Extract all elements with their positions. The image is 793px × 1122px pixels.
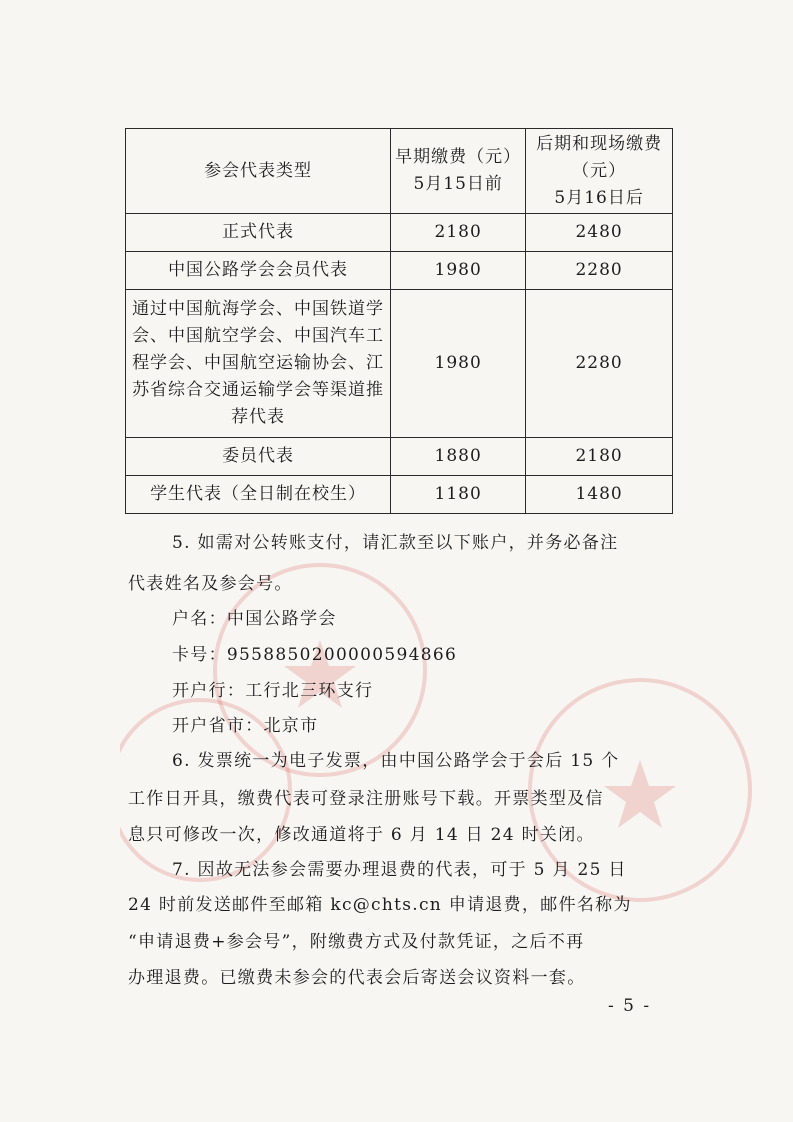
cell-delegate-type: 学生代表（全日制在校生） [126, 476, 391, 514]
bank-branch: 开户行：工行北三环支行 [172, 681, 374, 701]
header-early-date: 5月15日前 [413, 174, 503, 194]
cell-delegate-type: 中国公路学会会员代表 [126, 252, 391, 290]
cell-early-fee: 1180 [391, 476, 526, 514]
section7-line3: “申请退费+参会号”，附缴费方式及付款凭证，之后不再 [128, 932, 585, 952]
table-row [126, 438, 673, 476]
section5-line1: 5. 如需对公转账支付，请汇款至以下账户，并务必备注 [172, 533, 619, 553]
cell-late-fee: 2180 [526, 438, 673, 476]
header-late-title-1: 后期和现场缴费 [536, 133, 663, 154]
section5-line2: 代表姓名及参会号。 [128, 574, 293, 594]
bank-province: 开户省市：北京市 [172, 716, 319, 736]
header-late-date: 5月16日后 [554, 187, 644, 208]
table-row [126, 290, 673, 438]
section7-line4: 办理退费。已缴费未参会的代表会后寄送会议资料一套。 [128, 968, 586, 988]
cell-early-fee: 1980 [391, 290, 526, 438]
fee-table [125, 128, 673, 514]
header-late-fee [526, 129, 673, 214]
cell-early-fee: 1980 [391, 252, 526, 290]
header-delegate-type: 参会代表类型 [126, 129, 391, 214]
section6-line1: 6. 发票统一为电子发票，由中国公路学会于会后 15 个 [172, 751, 620, 771]
cell-delegate-type: 正式代表 [126, 214, 391, 252]
section7-line1: 7. 因故无法参会需要办理退费的代表，可于 5 月 25 日 [172, 860, 627, 880]
page-number: - 5 - [608, 996, 652, 1016]
cell-delegate-type: 通过中国航海学会、中国铁道学会、中国航空学会、中国汽车工程学会、中国航空运输协会、江苏省综合交通运输学会等渠道推荐代表 [126, 290, 391, 438]
table-row [126, 214, 673, 252]
section6-line3: 息只可修改一次，修改通道将于 6 月 14 日 24 时关闭。 [128, 825, 595, 845]
card-number: 卡号：9558850200000594866 [172, 645, 458, 665]
table-row [126, 476, 673, 514]
cell-early-fee: 2180 [391, 214, 526, 252]
account-name: 户名：中国公路学会 [172, 609, 337, 629]
header-early-fee [391, 129, 526, 214]
cell-late-fee: 1480 [526, 476, 673, 514]
fee-table-header-row [126, 129, 673, 214]
cell-delegate-type: 委员代表 [126, 438, 391, 476]
header-early-title: 早期缴费（元） [395, 147, 522, 167]
table-row [126, 252, 673, 290]
cell-late-fee: 2480 [526, 214, 673, 252]
cell-late-fee: 2280 [526, 290, 673, 438]
section6-line2: 工作日开具，缴费代表可登录注册账号下载。开票类型及信 [128, 789, 604, 809]
header-late-title-2: （元） [572, 160, 627, 181]
cell-late-fee: 2280 [526, 252, 673, 290]
section7-line2: 24 时前发送邮件至邮箱 kc@chts.cn 申请退费，邮件名称为 [128, 895, 632, 915]
cell-early-fee: 1880 [391, 438, 526, 476]
